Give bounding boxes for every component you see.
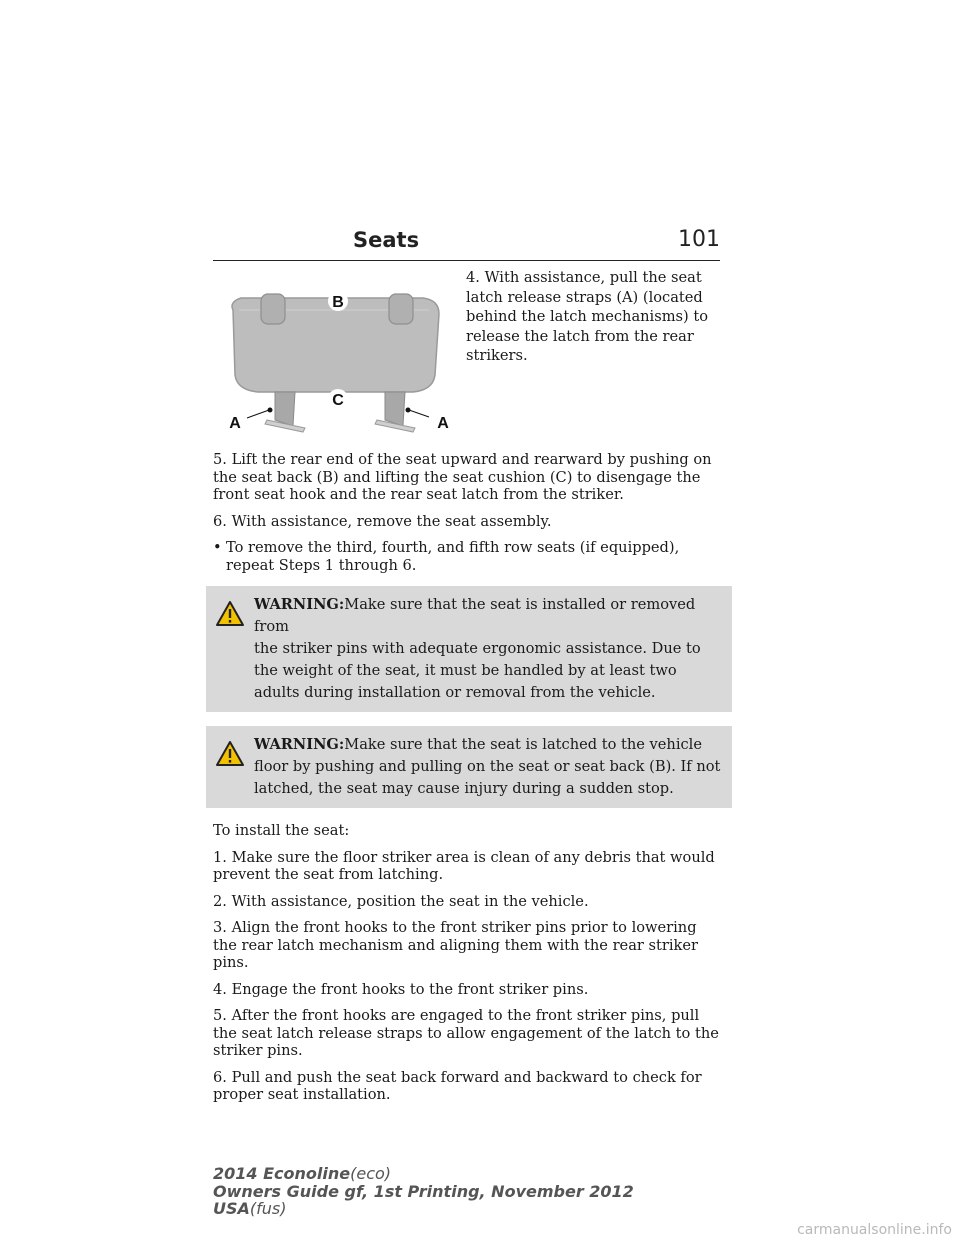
warning-1-line1: Make sure that the seat is installed or removed from — [254, 596, 696, 635]
warning-2-line1: Make sure that the seat is latched to the vehicle — [344, 736, 702, 753]
warning-2-body: floor by pushing and pulling on the seat or seat back (B). If not latched, the seat may cause injury during a sudden stop. — [254, 758, 721, 797]
header-rule-wrap — [213, 254, 720, 261]
callout-a-left-dot — [268, 408, 273, 413]
warning-2-first-line — [213, 734, 725, 756]
callout-a-right-dot — [406, 408, 411, 413]
left-headrest — [261, 294, 285, 324]
callout-a-left: A — [229, 415, 241, 432]
main-content — [213, 451, 725, 1113]
right-headrest — [389, 294, 413, 324]
bullet-item — [213, 539, 725, 574]
header-rule — [213, 260, 720, 262]
warning-box-1 — [206, 586, 732, 712]
warning-triangle-icon — [215, 600, 245, 627]
callout-a-left-leader — [247, 410, 269, 418]
step-4-text: 4. With assistance, pull the seat latch release straps (A) (located behind the latch mechanisms) to release the latch from the rear strikers. — [466, 269, 709, 365]
section-title: Seats — [353, 228, 420, 252]
warning-2-label: WARNING: — [254, 736, 345, 753]
bullet-symbol: • — [213, 539, 222, 556]
footer-model-code: (eco) — [350, 1164, 392, 1183]
footer-model: 2014 Econoline — [213, 1164, 351, 1183]
page-number: 101 — [678, 227, 720, 252]
callout-b: B — [332, 294, 344, 311]
footer-line-3 — [213, 1200, 634, 1218]
left-latch — [275, 392, 295, 426]
footer-market-code: (fus) — [249, 1199, 287, 1218]
install-step-4: 4. Engage the front hooks to the front striker pins. — [213, 980, 589, 998]
footer-line-1 — [213, 1165, 634, 1183]
page-footer — [213, 1165, 634, 1218]
callout-a-right-leader — [409, 410, 429, 417]
warning-triangle-icon — [215, 740, 245, 767]
footer-guide: Owners Guide gf, 1st Printing, November 2012 — [213, 1181, 634, 1201]
warning-box-2 — [206, 726, 732, 808]
seat-illustration — [213, 280, 459, 438]
warning-1-first-line — [213, 594, 725, 638]
footer-market: USA — [213, 1199, 250, 1218]
removal-step-5: 5. Lift the rear end of the seat upward and rearward by pushing on the seat back (B) and lifting the seat cushion (C) to disengage the front seat hook and the rear seat latch from the striker. — [213, 451, 712, 503]
warning-1-body: the striker pins with adequate ergonomic assistance. Due to the weight of the seat, it must be handled by at least two adults during installation or removal from the vehicle. — [254, 640, 701, 701]
footer-line-2 — [213, 1183, 634, 1201]
callout-c: C — [332, 392, 344, 409]
callout-a-right: A — [437, 415, 449, 432]
install-step-5: 5. After the front hooks are engaged to the front striker pins, pull the seat latch release straps to allow engagement of the latch to the striker pins. — [213, 1007, 719, 1059]
install-step-3: 3. Align the front hooks to the front striker pins prior to lowering the rear latch mechanism and aligning them with the rear striker pins. — [213, 919, 698, 971]
warning-1-label: WARNING: — [254, 596, 345, 613]
install-step-1: 1. Make sure the floor striker area is clean of any debris that would prevent the seat from latching. — [213, 848, 715, 883]
removal-step-6: 6. With assistance, remove the seat assembly. — [213, 512, 552, 530]
install-intro: To install the seat: — [213, 822, 350, 839]
install-step-2: 2. With assistance, position the seat in the vehicle. — [213, 892, 589, 910]
bullet-text: To remove the third, fourth, and fifth row seats (if equipped), repeat Steps 1 through 6. — [226, 539, 680, 574]
install-step-6: 6. Pull and push the seat back forward and backward to check for proper seat installation. — [213, 1068, 702, 1103]
seat-diagram — [213, 280, 459, 438]
watermark: carmanualsonline.info — [797, 1222, 952, 1238]
right-latch — [385, 392, 405, 426]
